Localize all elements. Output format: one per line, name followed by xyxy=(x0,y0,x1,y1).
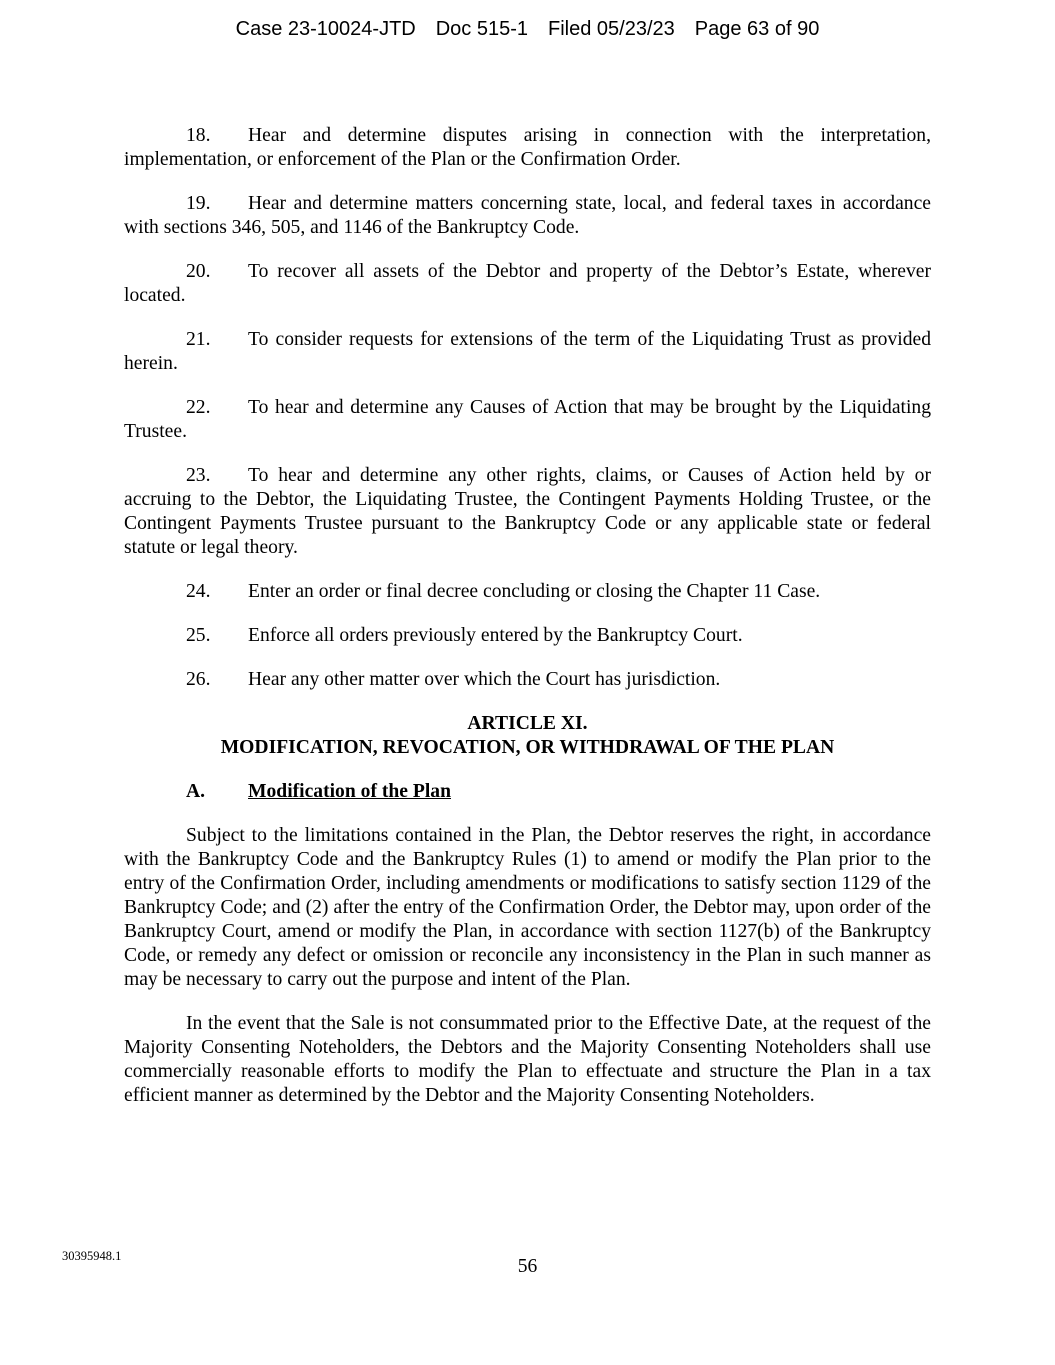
item-number: 25. xyxy=(186,625,211,646)
paragraph-text: To hear and determine any other rights, claims, or Causes of Action held by or accruing to the Debtor, the Liquidating Trustee, the Contingent Payments Holding Trustee, or the Contingent Payments Trustee pursuant to the Bankruptcy Code or any applicable state or federal statute or legal theory. xyxy=(124,465,931,558)
item-text: Hear any other matter over which the Court has jurisdiction. xyxy=(248,669,721,690)
article-title: MODIFICATION, REVOCATION, OR WITHDRAWAL OF THE PLAN xyxy=(220,737,835,758)
paragraph-21 xyxy=(124,328,931,376)
document-id: 30395948.1 xyxy=(62,1249,122,1263)
paragraph-number: 18. xyxy=(186,125,211,146)
paragraph-number: 19. xyxy=(186,193,211,214)
paragraph-text: To hear and determine any Causes of Action that may be brought by the Liquidating Trustee. xyxy=(124,397,931,442)
paragraph-text: Hear and determine matters concerning state, local, and federal taxes in accordance with sections 346, 505, and 1146 of the Bankruptcy Code. xyxy=(124,193,931,238)
item-24 xyxy=(186,580,931,604)
paragraph-number: 22. xyxy=(186,397,211,418)
paragraph-number: 20. xyxy=(186,261,211,282)
paragraph-23 xyxy=(124,464,931,560)
item-text: Enforce all orders previously entered by the Bankruptcy Court. xyxy=(248,625,743,646)
paragraph-text: Hear and determine disputes arising in connection with the interpretation, implementation, or enforcement of the Plan or the Confirmation Order. xyxy=(124,125,931,170)
item-number: 24. xyxy=(186,581,211,602)
paragraph-19 xyxy=(124,192,931,240)
section-paragraph-1: Subject to the limitations contained in the Plan, the Debtor reserves the right, in accordance with the Bankruptcy Code and the Bankruptcy Rules (1) to amend or modify the Plan prior to the entry of the Confirmation Order, including amendments or modifications to satisfy section 1129 of the Bankruptcy Code; and (2) after the entry of the Confirmation Order, the Debtor may, upon order of the Bankruptcy Court, amend or modify the Plan, in accordance with section 1127(b) of the Bankruptcy Code, or remedy any defect or omission or reconcile any inconsistency in the Plan in such manner as may be necessary to carry out the purpose and intent of the Plan. xyxy=(124,825,931,990)
document-body xyxy=(124,124,931,1128)
paragraph-20 xyxy=(124,260,931,308)
section-heading xyxy=(186,780,931,804)
section-paragraph-2: In the event that the Sale is not consummated prior to the Effective Date, at the request of the Majority Consenting Noteholders, the Debtors and the Majority Consenting Noteholders shall use commercially reasonable efforts to modify the Plan to effectuate and structure the Plan in a tax efficient manner as determined by the Debtor and the Majority Consenting Noteholders. xyxy=(124,1013,931,1106)
paragraph-number: 23. xyxy=(186,465,211,486)
article-number: ARTICLE XI. xyxy=(467,713,588,734)
page-number: 56 xyxy=(517,1256,538,1277)
doc-number: Doc 515-1 xyxy=(435,18,529,40)
paragraph-number: 21. xyxy=(186,329,211,350)
paragraph-text: To consider requests for extensions of the term of the Liquidating Trust as provided herein. xyxy=(124,329,931,374)
filed-date: Filed 05/23/23 xyxy=(548,18,675,40)
item-26 xyxy=(186,668,931,692)
section-letter: A. xyxy=(186,781,206,802)
paragraph-18 xyxy=(124,124,931,172)
item-25 xyxy=(186,624,931,648)
article-heading xyxy=(124,712,931,760)
paragraph-text: To recover all assets of the Debtor and property of the Debtor’s Estate, wherever located. xyxy=(124,261,931,306)
section-title: Modification of the Plan xyxy=(248,781,451,802)
paragraph-22 xyxy=(124,396,931,444)
item-text: Enter an order or final decree concluding or closing the Chapter 11 Case. xyxy=(248,581,821,602)
court-filing-header xyxy=(0,18,1055,41)
page-of-total: Page 63 of 90 xyxy=(694,18,820,40)
case-number: Case 23-10024-JTD xyxy=(235,18,416,40)
item-number: 26. xyxy=(186,669,211,690)
